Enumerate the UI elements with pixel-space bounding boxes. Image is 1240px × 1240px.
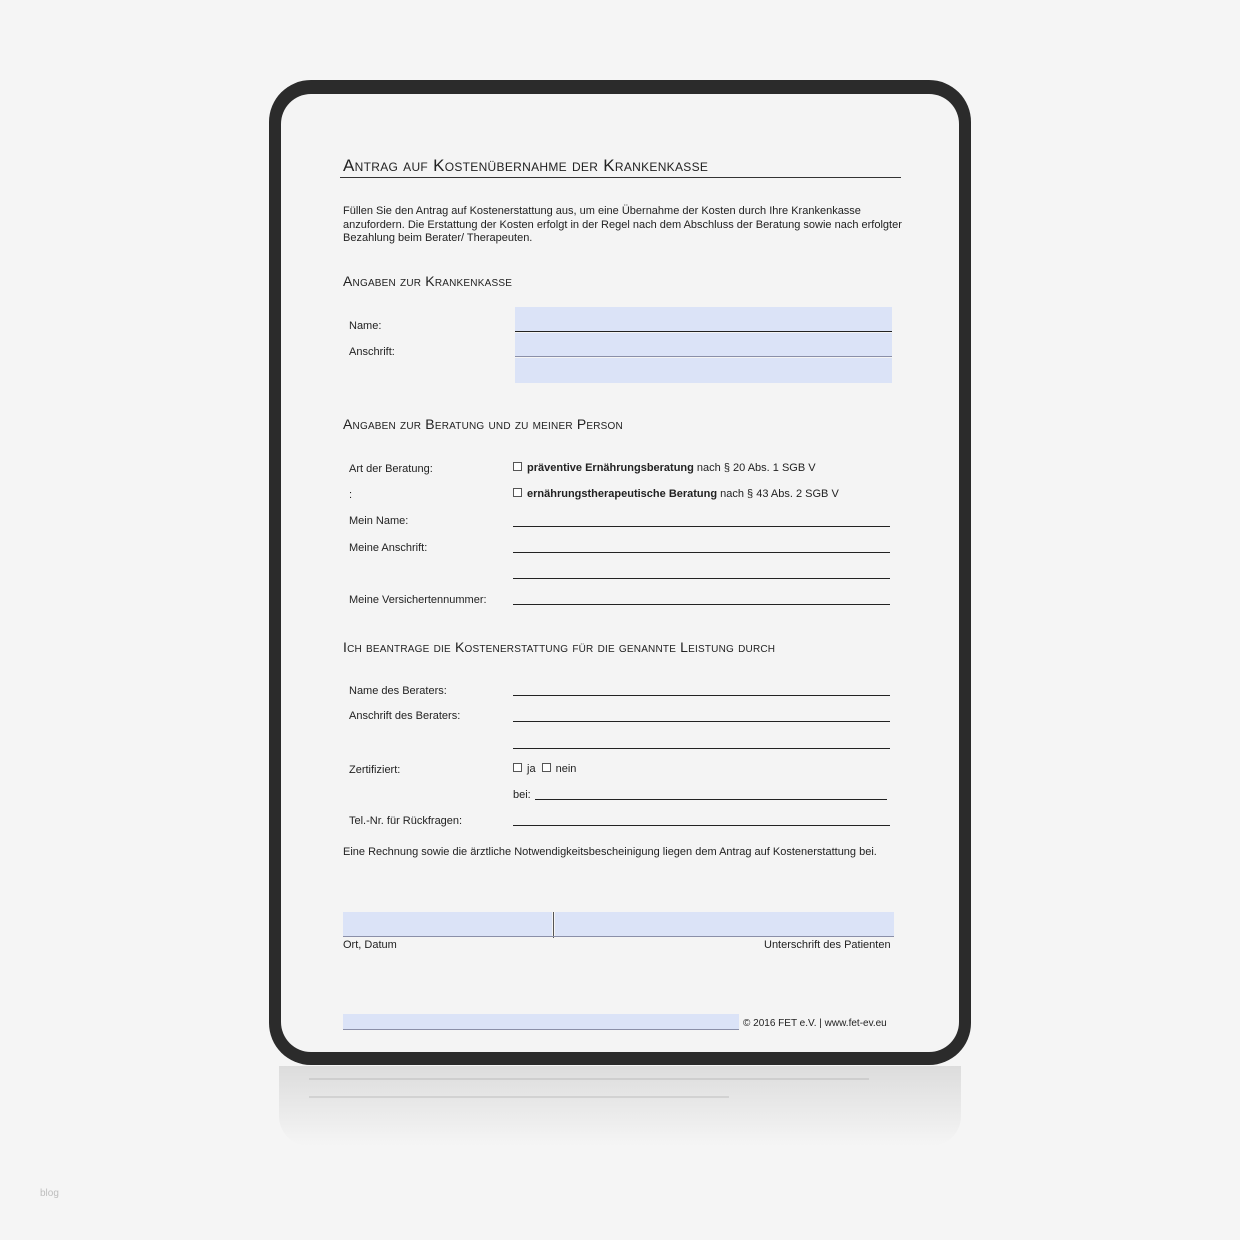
intro-text: Füllen Sie den Antrag auf Kostenerstattung aus, um eine Übernahme der Kosten durch Ihre Krankenkasse anzufordern. Die Erstattung der Kosten erfolgt in der Regel nach dem Abschluss der Beratung sowie nach erfolgter Bezahlung beim Berater/ Therapeuten. — [343, 205, 902, 244]
option-therapeutisch-rest: nach § 43 Abs. 2 SGB V — [717, 488, 839, 500]
art-der-beratung-label: Art der Beratung: — [349, 463, 433, 475]
nein-label: nein — [555, 763, 577, 775]
bei-label: bei: — [513, 789, 531, 801]
title-rule — [340, 177, 901, 178]
checkbox-praeventiv[interactable] — [513, 462, 522, 471]
watermark: blog — [40, 1188, 59, 1199]
copyright-text: © 2016 FET e.V. | www.fet-ev.eu — [743, 1018, 887, 1029]
tel-line[interactable] — [513, 825, 890, 826]
zertifiziert-options — [513, 763, 576, 775]
unterschrift-field[interactable] — [555, 912, 894, 936]
bei-line[interactable] — [535, 799, 887, 800]
document-title: Antrag auf Kostenübernahme der Krankenkasse — [343, 156, 709, 175]
section-heading-leistung: Ich beantrage die Kostenerstattung für die genannte Leistung durch — [343, 639, 776, 655]
berater-anschrift-label: Anschrift des Beraters: — [349, 710, 461, 722]
kk-anschrift-divider — [515, 356, 892, 357]
option-praeventiv-rest: nach § 20 Abs. 1 SGB V — [693, 462, 816, 474]
mein-name-line[interactable] — [513, 526, 890, 527]
meine-anschrift-line-2[interactable] — [513, 578, 890, 579]
berater-name-label: Name des Beraters: — [349, 685, 447, 697]
bottom-field-underline — [343, 1029, 739, 1030]
kk-name-label: Name: — [349, 320, 382, 332]
versichertennummer-line[interactable] — [513, 604, 890, 605]
ja-label: ja — [527, 763, 536, 775]
zertifiziert-label: Zertifiziert: — [349, 764, 401, 776]
kk-anschrift-label: Anschrift: — [349, 346, 395, 358]
colon-label: : — [349, 489, 353, 501]
section-heading-beratung: Angaben zur Beratung und zu meiner Person — [343, 416, 623, 432]
option-praeventiv[interactable] — [513, 462, 816, 474]
kk-name-field[interactable] — [515, 307, 892, 331]
checkbox-therapeutisch[interactable] — [513, 488, 522, 497]
option-praeventiv-bold: präventive Ernährungsberatung — [527, 462, 694, 474]
ort-datum-field[interactable] — [343, 912, 552, 936]
signature-divider — [553, 912, 554, 938]
meine-anschrift-label: Meine Anschrift: — [349, 542, 428, 554]
kk-name-underline — [515, 331, 892, 332]
signature-underline — [343, 936, 894, 937]
document-reflection — [279, 1066, 961, 1146]
section-heading-krankenkasse: Angaben zur Krankenkasse — [343, 273, 513, 289]
checkbox-ja[interactable] — [513, 763, 522, 772]
checkbox-nein[interactable] — [542, 763, 551, 772]
unterschrift-label: Unterschrift des Patienten — [764, 939, 891, 951]
meine-anschrift-line-1[interactable] — [513, 552, 890, 553]
berater-anschrift-line-2[interactable] — [513, 748, 890, 749]
option-therapeutisch-bold: ernährungstherapeutische Beratung — [527, 488, 718, 500]
tel-label: Tel.-Nr. für Rückfragen: — [349, 815, 463, 827]
bottom-field[interactable] — [343, 1014, 739, 1029]
ort-datum-label: Ort, Datum — [343, 939, 397, 951]
versichertennummer-label: Meine Versichertennummer: — [349, 594, 487, 606]
reflection-line — [309, 1096, 729, 1098]
kk-anschrift-field-1[interactable] — [515, 333, 892, 356]
berater-name-line[interactable] — [513, 695, 890, 696]
option-therapeutisch[interactable] — [513, 488, 839, 500]
mein-name-label: Mein Name: — [349, 515, 409, 527]
reflection-line — [309, 1078, 869, 1080]
kk-anschrift-field-2[interactable] — [515, 358, 892, 383]
footer-note: Eine Rechnung sowie die ärztliche Notwendigkeitsbescheinigung liegen dem Antrag auf Kostenerstattung bei. — [343, 846, 877, 858]
berater-anschrift-line-1[interactable] — [513, 721, 890, 722]
